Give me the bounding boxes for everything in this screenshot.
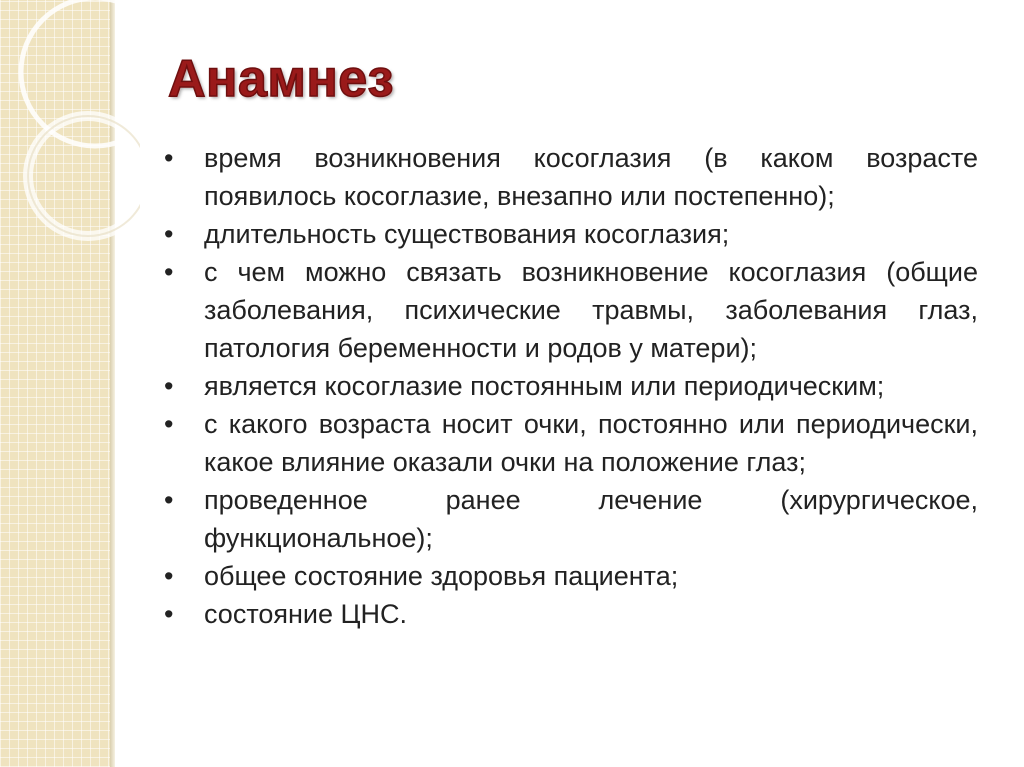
- bullet-icon: •: [164, 371, 174, 401]
- list-item: [164, 253, 978, 367]
- list-item-text: общее состояние здоровья пациента;: [204, 561, 679, 591]
- bullet-icon: •: [164, 143, 174, 173]
- list-item: [164, 139, 978, 215]
- bullet-icon: •: [164, 257, 174, 287]
- bullet-icon: •: [164, 561, 174, 591]
- list-item-text: с чем можно связать возникновение косоглазия (общие заболевания, психические травмы, заболевания глаз, патология беременности и родов у матери);: [204, 257, 978, 363]
- list-item-text: состояние ЦНС.: [204, 599, 408, 629]
- bullet-icon: •: [164, 599, 174, 629]
- slide-title: Анамнез: [168, 50, 395, 108]
- list-item-text: длительность существования косоглазия;: [204, 219, 730, 249]
- list-item-text: время возникновения косоглазия (в каком возрасте появилось косоглазие, внезапно или постепенно);: [204, 143, 978, 211]
- bullet-icon: •: [164, 409, 174, 439]
- list-item: [164, 481, 978, 557]
- list-item: [164, 557, 978, 595]
- list-item: [164, 215, 978, 253]
- list-item-text: является косоглазие постоянным или периодическим;: [204, 371, 885, 401]
- bullet-icon: •: [164, 219, 174, 249]
- anamnesis-list: [164, 139, 978, 633]
- list-item-text: проведенное ранее лечение (хирургическое, функциональное);: [204, 485, 978, 553]
- list-item: [164, 595, 978, 633]
- list-item-text: с какого возраста носит очки, постоянно или периодически, какое влияние оказали очки на положение глаз;: [204, 409, 978, 477]
- bullet-icon: •: [164, 485, 174, 515]
- list-item: [164, 367, 978, 405]
- decorative-rings: [0, 0, 140, 260]
- list-item: [164, 405, 978, 481]
